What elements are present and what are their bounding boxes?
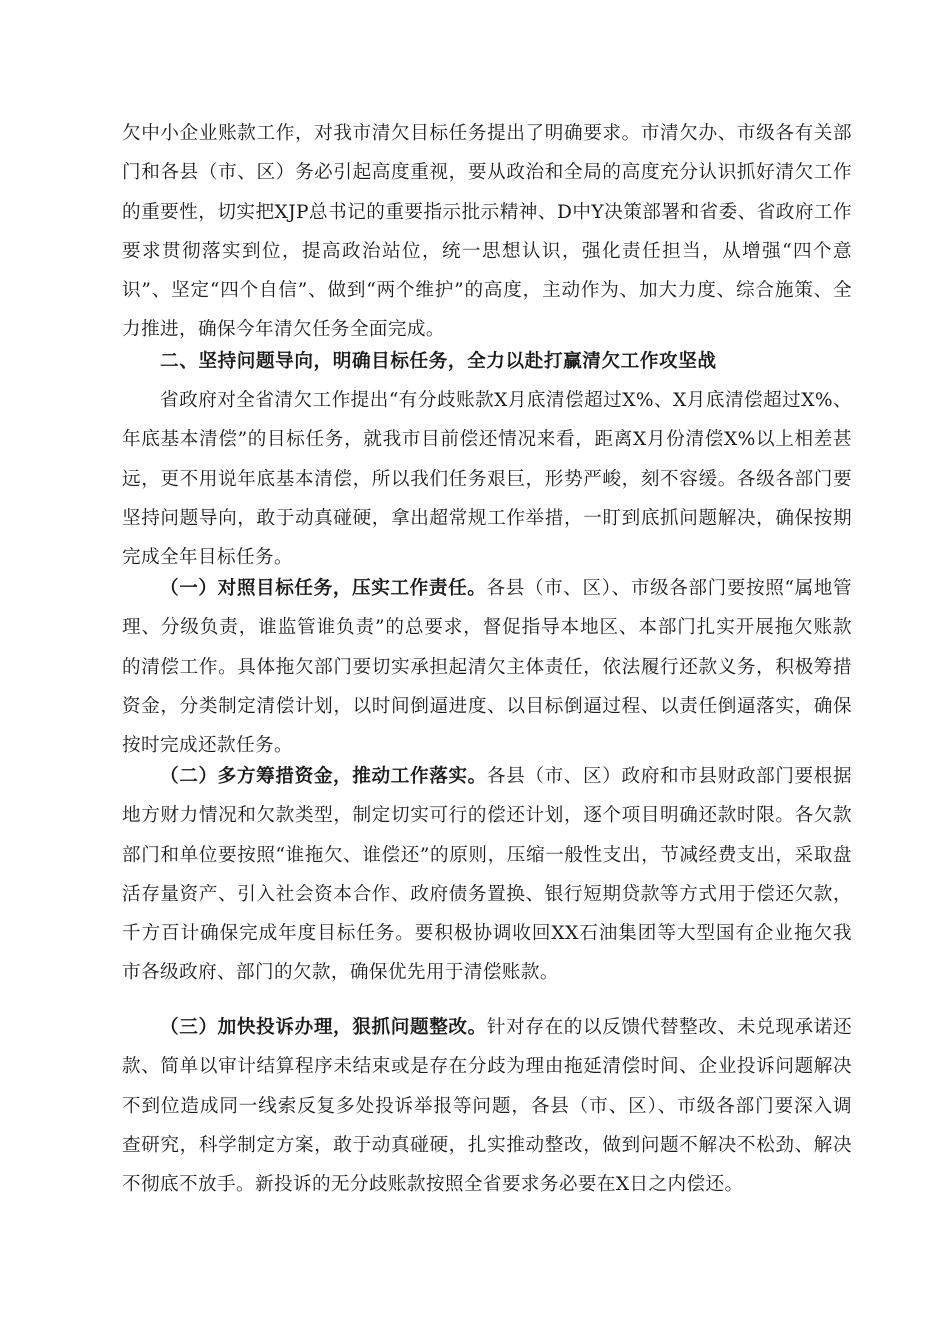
item-target-responsibility-body: 各县（市、区）、市级各部门要按照“属地管理、分级负责，谁监管谁负责”的总要求，督促指导本地区、本部门扎实开展拖欠账款的清偿工作。具体拖欠部门要切实承担起清欠主体责任，依法履行还款义务，积极筹措资金，分类制定清偿计划，以时间倒逼进度、以目标倒逼过程、以责任倒逼落实，确保按时完成还款任务。 bbox=[122, 578, 852, 757]
item-raise-funds-lead: （二）多方筹措资金，推动工作落实。 bbox=[160, 766, 487, 787]
item-raise-funds-body: 各县（市、区）政府和市县财政部门要根据地方财力情况和欠款类型，制定切实可行的偿还计划，逐个项目明确还款时限。各欠款部门和单位要按照“谁拖欠、谁偿还”的原则，压缩一般性支出，节减经费支出，采取盘活存量资产、引入社会资本合作、政府债务置换、银行短期贷款等方式用于偿还欠款，千方百计确保完成年度目标任务。要积极协调收回XX石油集团等大型国有企业拖欠我市各级政府、部门的欠款，确保优先用于清偿账款。 bbox=[122, 766, 852, 984]
paragraph-province-targets: 省政府对全省清欠工作提出“有分歧账款X月底清偿超过X%、X月底清偿超过X%、年底基本清偿”的目标任务，就我市目前偿还情况来看，距离X月份清偿X%以上相差甚远，更不用说年底基本清偿，所以我们任务艰巨，形势严峻，刻不容缓。各级各部门要坚持问题导向，敢于动真碰硬，拿出超常规工作举措，一盯到底抓问题解决，确保按期完成全年目标任务。 bbox=[122, 390, 852, 569]
item-complaint-handling-body: 针对存在的以反馈代替整改、未兑现承诺还款、简单以审计结算程序未结束或是存在分歧为理由拖延清偿时间、企业投诉问题解决不到位造成同一线索反复多处投诉举报等问题，各县（市、区）、市级各部门要深入调查研究，科学制定方案，敢于动真碰硬，扎实推动整改，做到问题不解决不松劲、解决不彻底不放手。新投诉的无分歧账款按照全省要求务必要在X日之内偿还。 bbox=[122, 1017, 852, 1196]
item-complaint-handling bbox=[122, 1008, 852, 1204]
paragraph-clearance-importance: 欠中小企业账款工作，对我市清欠目标任务提出了明确要求。市清欠办、市级各有关部门和各县（市、区）务必引起高度重视，要从政治和全局的高度充分认识抓好清欠工作的重要性，切实把XJP总书记的重要指示批示精神、D中Y决策部署和省委、省政府工作要求贯彻落实到位，提高政治站位，统一思想认识，强化责任担当，从增强“四个意识”、坚定“四个自信”、做到“两个维护”的高度，主动作为、加大力度、综合施策、全力推进，确保今年清欠任务全面完成。 bbox=[122, 123, 852, 341]
item-target-responsibility bbox=[122, 569, 852, 765]
item-complaint-handling-lead: （三）加快投诉办理，狠抓问题整改。 bbox=[160, 1017, 487, 1038]
section-heading-problem-oriented: 二、坚持问题导向，明确目标任务，全力以赴打赢清欠工作攻坚战 bbox=[160, 351, 717, 372]
item-target-responsibility-lead: （一）对照目标任务，压实工作责任。 bbox=[160, 578, 487, 599]
item-raise-funds bbox=[122, 757, 852, 993]
